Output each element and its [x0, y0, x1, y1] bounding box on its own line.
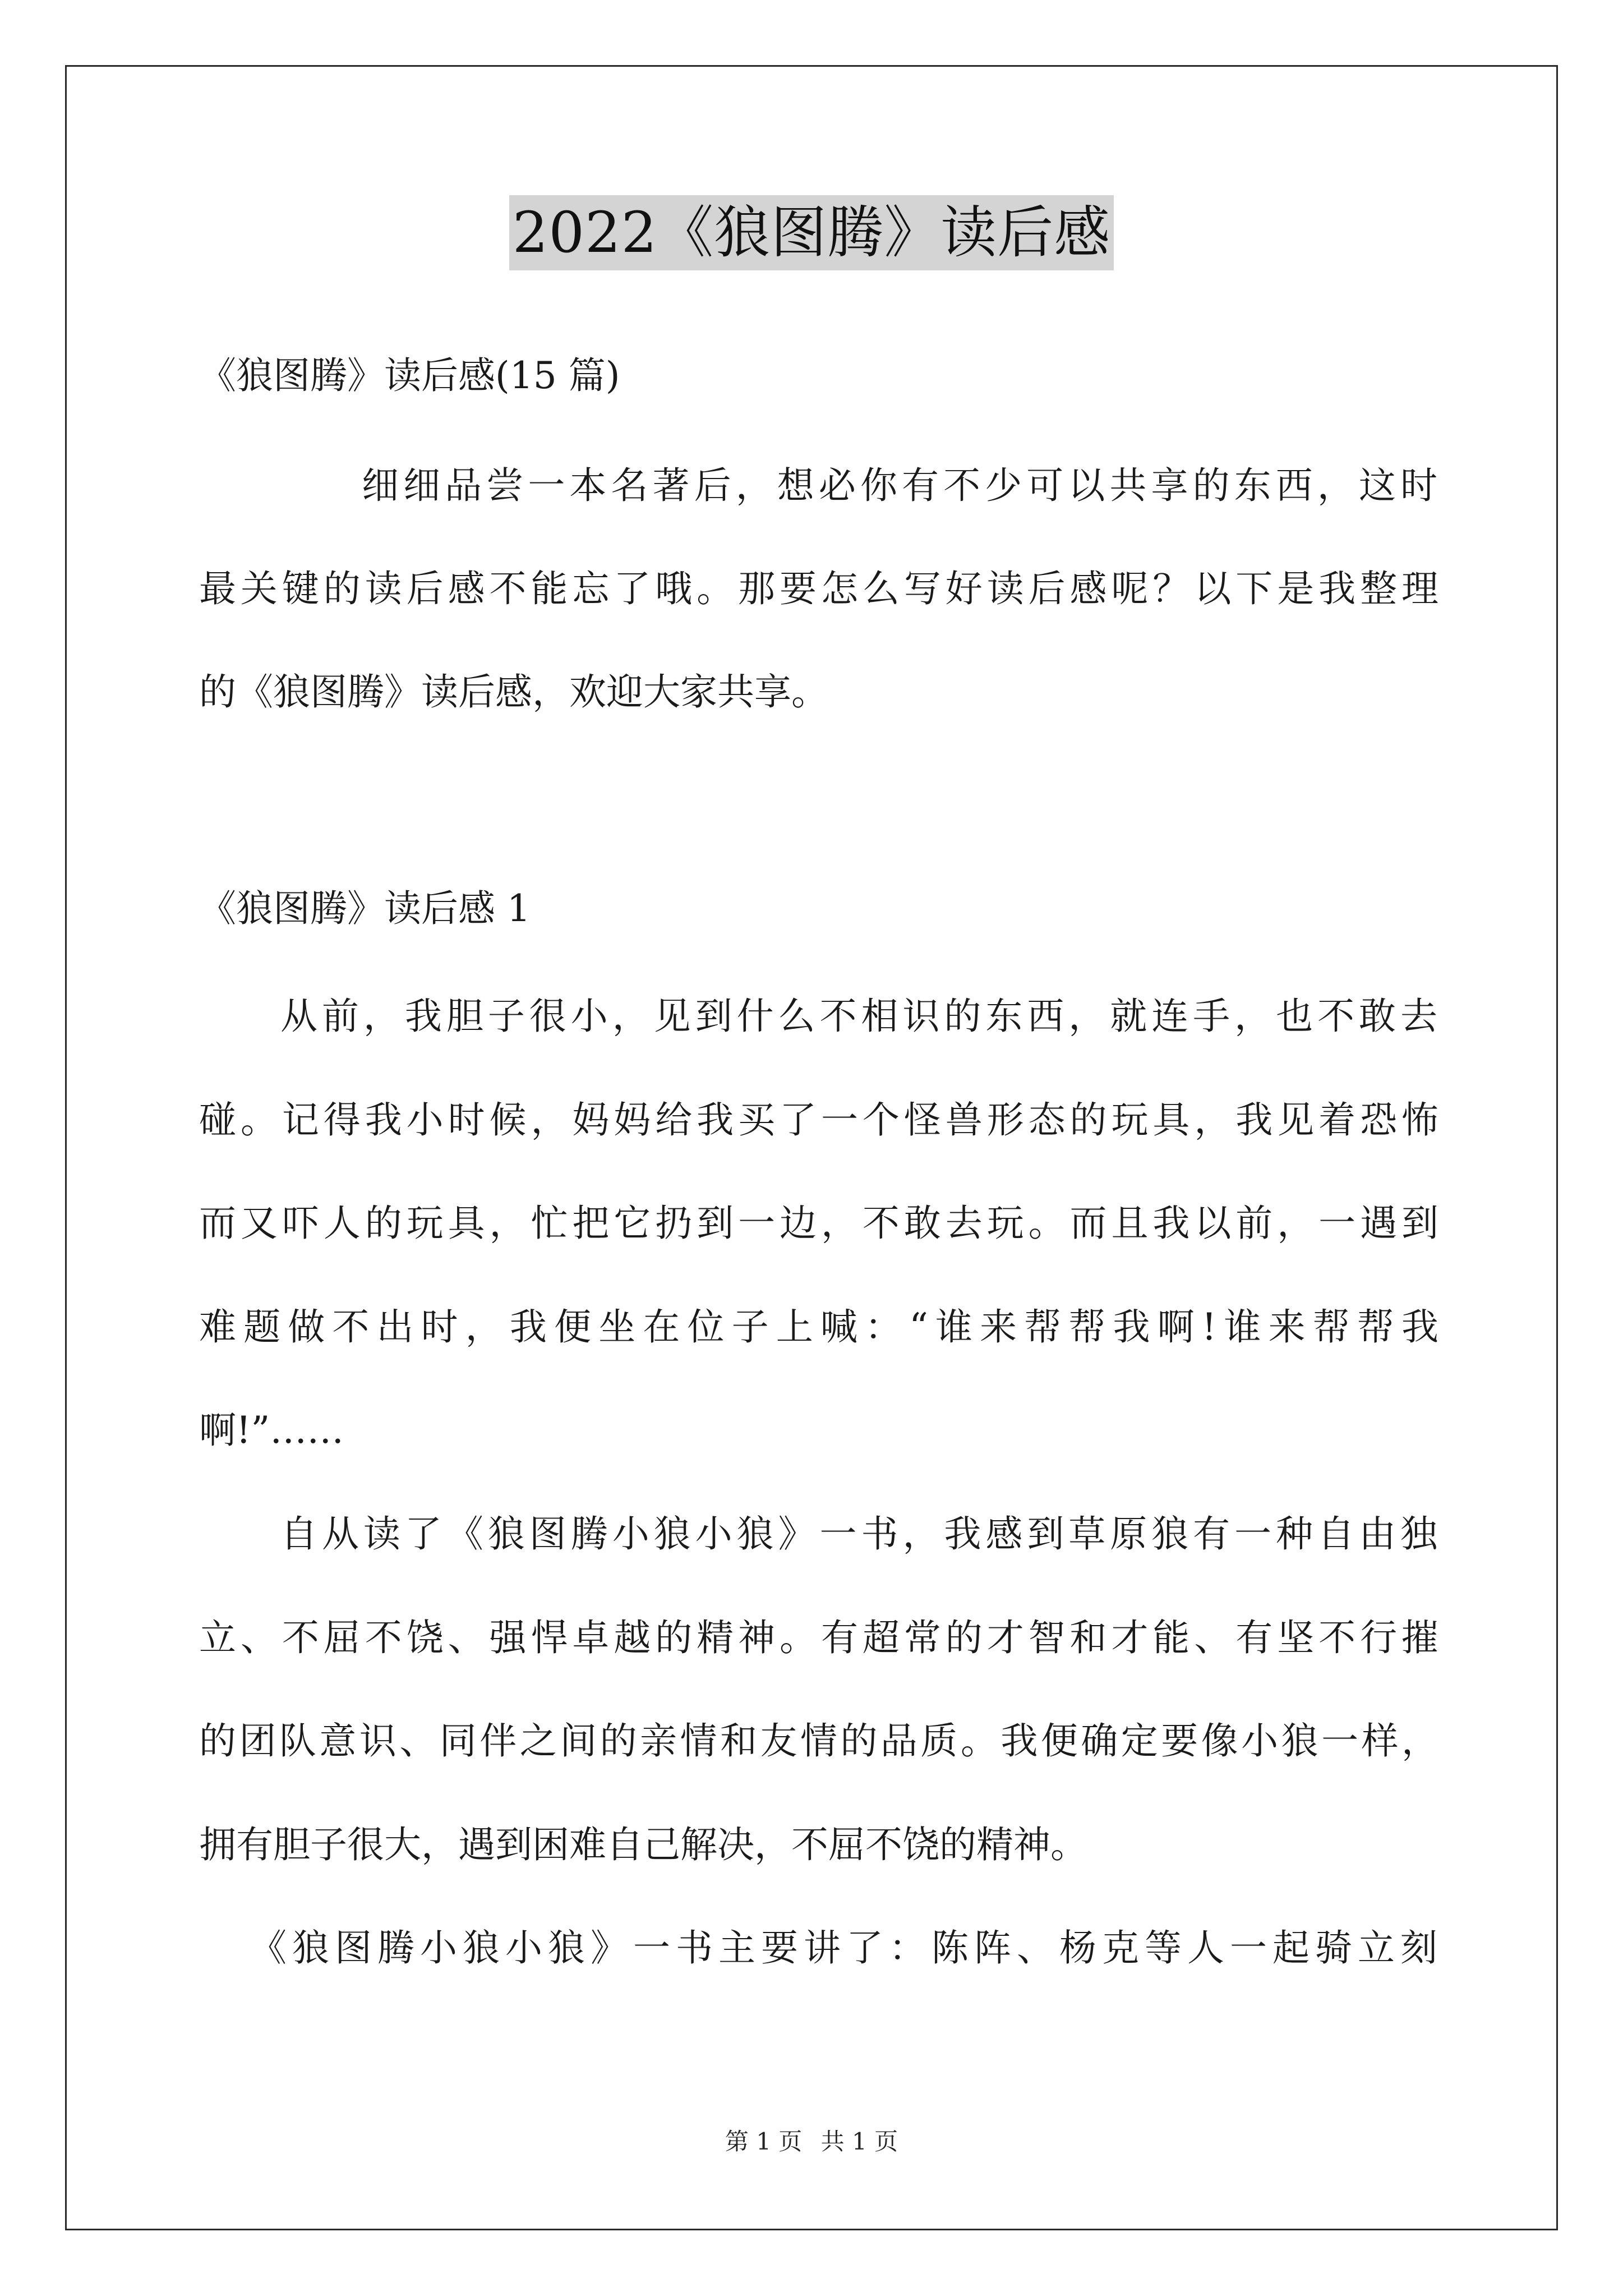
paragraph-1-line-2: 碰。记得我小时候，妈妈给我买了一个怪兽形态的玩具，我见着恐怖: [199, 1098, 1438, 1142]
document-subtitle: 《狼图腾》读后感(15 篇): [199, 354, 620, 397]
paragraph-1-line-4: 难题做不出时，我便坐在位子上喊：“谁来帮帮我啊!谁来帮帮我: [199, 1305, 1438, 1349]
page-number: 第 1 页: [725, 2128, 803, 2155]
intro-line-2: 最关键的读后感不能忘了哦。那要怎么写好读后感呢？以下是我整理: [199, 567, 1438, 610]
intro-line-1: 细细品尝一本名著后，想必你有不少可以共享的东西，这时: [362, 464, 1437, 507]
paragraph-2-line-1: 自从读了《狼图腾小狼小狼》一书，我感到草原狼有一种自由独: [280, 1512, 1437, 1556]
document-title: 2022《狼图腾》读后感: [509, 195, 1114, 270]
paragraph-2-line-3: 的团队意识、同伴之间的亲情和友情的品质。我便确定要像小狼一样，: [199, 1719, 1438, 1763]
paragraph-1-line-3: 而又吓人的玩具，忙把它扔到一边，不敢去玩。而且我以前，一遇到: [199, 1202, 1438, 1245]
page-footer: [0, 2126, 1623, 2157]
paragraph-2-line-2: 立、不屈不饶、强悍卓越的精神。有超常的才智和才能、有坚不行摧: [199, 1616, 1438, 1659]
paragraph-2-line-4: 拥有胆子很大，遇到困难自己解决，不屈不饶的精神。: [199, 1823, 1087, 1866]
title-container: [0, 195, 1623, 270]
page-total: 共 1 页: [820, 2128, 898, 2155]
paragraph-1-line-1: 从前，我胆子很小，见到什么不相识的东西，就连手，也不敢去: [280, 995, 1437, 1038]
paragraph-3-line-1: 《狼图腾小狼小狼》一书主要讲了：陈阵、杨克等人一起骑立刻: [250, 1926, 1437, 1970]
intro-line-3: 的《狼图腾》读后感，欢迎大家共享。: [199, 670, 828, 714]
paragraph-1-line-5: 啊!”……: [199, 1409, 344, 1452]
section-heading: 《狼图腾》读后感 1: [199, 887, 531, 930]
